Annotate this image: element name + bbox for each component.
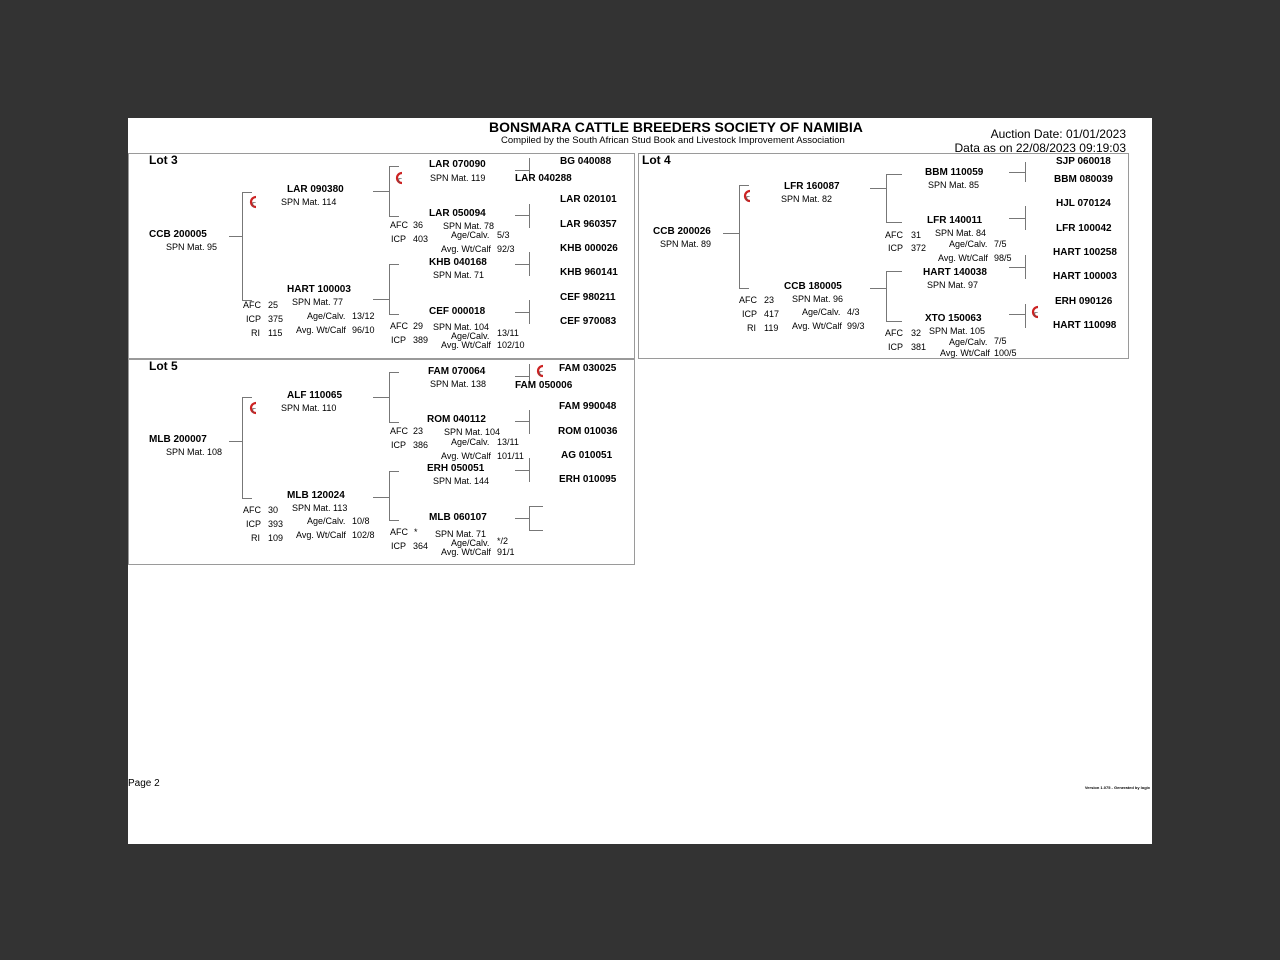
gen4-item: HJL 070124 [1056, 198, 1111, 209]
sire-sire-id: FAM 070064 [428, 366, 486, 377]
age-calv-value: 7/5 [994, 336, 1007, 346]
avg-wt-label: Avg. Wt/Calf [441, 547, 491, 557]
gen4-item: ROM 010036 [558, 426, 618, 437]
sire-sire-id: BBM 110059 [925, 167, 984, 178]
afc-label: AFC [390, 220, 408, 230]
dam-sire-spn: SPN Mat. 97 [927, 280, 979, 290]
animal-id: CCB 200005 [149, 229, 207, 240]
afc-value: 31 [911, 230, 922, 240]
svg-text:Γ: Γ [252, 408, 256, 415]
breeder-logo-icon [1027, 304, 1043, 320]
avg-wt-label: Avg. Wt/Calf [441, 340, 491, 350]
dam-sire-id: ERH 050051 [427, 463, 485, 474]
ri-label: RI [251, 533, 260, 543]
age-calv-label: Age/Calv. [451, 437, 490, 447]
age-calv-label: Age/Calv. [949, 337, 988, 347]
dam-dam-spn: SPN Mat. 104 [433, 322, 490, 332]
report-subtitle: Compiled by the South African Stud Book and Livestock Improvement Association [501, 135, 845, 146]
avg-wt-label: Avg. Wt/Calf [296, 325, 346, 335]
dam-dam-id: CEF 000018 [429, 306, 486, 317]
icp-label: ICP [246, 519, 262, 529]
lot-title: Lot 3 [149, 153, 178, 167]
animal-spn: SPN Mat. 108 [166, 447, 223, 457]
svg-text:Γ: Γ [252, 202, 256, 209]
dam-sire-spn: SPN Mat. 144 [433, 476, 490, 486]
icp-value: 386 [413, 440, 429, 450]
sire-dam-id: LFR 140011 [927, 215, 983, 226]
age-calv-value: 13/11 [497, 328, 519, 338]
breeder-logo-icon [739, 188, 755, 204]
gen4-item: LFR 100042 [1056, 223, 1112, 234]
afc-value: * [414, 527, 418, 537]
sire-dam-spn: SPN Mat. 104 [444, 427, 501, 437]
avg-wt-label: Avg. Wt/Calf [940, 348, 990, 358]
icp-value: 372 [911, 243, 927, 253]
dam-sire-id: HART 140038 [923, 267, 987, 278]
dam-spn: SPN Mat. 77 [292, 297, 344, 307]
sire-dam-spn: SPN Mat. 78 [443, 221, 495, 231]
avg-wt-value: 91/1 [497, 547, 515, 557]
afc-label: AFC [390, 321, 408, 331]
gen4-item: HART 100003 [1053, 271, 1117, 282]
avg-wt-label: Avg. Wt/Calf [792, 321, 842, 331]
avg-wt-value: 102/8 [352, 530, 375, 540]
page-number: Page 2 [128, 778, 160, 789]
data-as-on: Data as on 22/08/2023 09:19:03 [954, 141, 1126, 155]
age-calv-label: Age/Calv. [802, 307, 841, 317]
sire-id: LAR 090380 [287, 184, 344, 195]
icp-label: ICP [391, 335, 407, 345]
breeder-logo-icon [245, 194, 261, 210]
avg-wt-value: 100/5 [994, 348, 1017, 358]
age-calv-value: 4/3 [847, 307, 860, 317]
avg-wt-label: Avg. Wt/Calf [296, 530, 346, 540]
gen4-item: KHB 960141 [560, 267, 618, 278]
breeder-logo-icon [532, 363, 548, 379]
sire-spn: SPN Mat. 114 [281, 197, 337, 207]
age-calv-value: 13/11 [497, 437, 519, 447]
animal-spn: SPN Mat. 95 [166, 242, 218, 252]
icp-label: ICP [888, 243, 904, 253]
dam-id: HART 100003 [287, 284, 351, 295]
gen4-item: LAR 960357 [560, 219, 617, 230]
age-calv-value: 10/8 [352, 516, 370, 526]
svg-text:Γ: Γ [398, 178, 402, 185]
avg-wt-value: 99/3 [847, 321, 865, 331]
sire-sire-spn: SPN Mat. 138 [430, 379, 487, 389]
icp-label: ICP [742, 309, 758, 319]
breeder-logo-icon [391, 170, 407, 186]
icp-value: 381 [911, 342, 927, 352]
icp-value: 403 [413, 234, 429, 244]
sire-dam-id: ROM 040112 [427, 414, 486, 425]
gen4-item: FAM 050006 [515, 380, 573, 391]
age-calv-label: Age/Calv. [307, 311, 346, 321]
version-note: Version 1.075 - Generated by logix [1084, 785, 1150, 790]
age-calv-label: Age/Calv. [451, 538, 490, 548]
animal-id: CCB 200026 [653, 226, 711, 237]
dam-dam-spn: SPN Mat. 105 [929, 326, 986, 336]
avg-wt-value: 92/3 [497, 244, 515, 254]
dam-dam-id: XTO 150063 [925, 313, 982, 324]
avg-wt-label: Avg. Wt/Calf [441, 451, 491, 461]
afc-label: AFC [390, 426, 408, 436]
gen4-item: KHB 000026 [560, 243, 618, 254]
age-calv-label: Age/Calv. [949, 239, 988, 249]
animal-spn: SPN Mat. 89 [660, 239, 712, 249]
icp-value: 393 [268, 519, 284, 529]
icp-value: 417 [764, 309, 780, 319]
dam-dam-id: MLB 060107 [429, 512, 487, 523]
gen4-item: AG 010051 [561, 450, 613, 461]
lot-5-panel [128, 359, 635, 565]
svg-text:Γ: Γ [539, 371, 543, 378]
report-page [128, 118, 1152, 844]
icp-value: 375 [268, 314, 284, 324]
sire-sire-spn: SPN Mat. 119 [430, 173, 486, 183]
dam-spn: SPN Mat. 96 [792, 294, 844, 304]
sire-dam-id: LAR 050094 [429, 208, 486, 219]
sire-id: ALF 110065 [287, 390, 343, 401]
icp-label: ICP [391, 541, 407, 551]
avg-wt-value: 101/11 [497, 451, 524, 461]
dam-sire-id: KHB 040168 [429, 257, 487, 268]
icp-value: 389 [413, 335, 429, 345]
gen4-item: HART 100258 [1053, 247, 1117, 258]
sire-id: LFR 160087 [784, 181, 840, 192]
gen4-item: BBM 080039 [1054, 174, 1113, 185]
afc-value: 23 [764, 295, 775, 305]
afc-value: 23 [413, 426, 424, 436]
sire-sire-id: LAR 070090 [429, 159, 486, 170]
gen4-item: ERH 010095 [559, 474, 617, 485]
ri-label: RI [251, 328, 260, 338]
gen4-item: FAM 990048 [559, 401, 617, 412]
svg-text:Γ: Γ [746, 196, 750, 203]
avg-wt-label: Avg. Wt/Calf [938, 253, 988, 263]
lot-title: Lot 5 [149, 359, 178, 373]
breeder-logo-icon [245, 400, 261, 416]
ri-value: 119 [764, 323, 779, 333]
sire-dam-spn: SPN Mat. 84 [935, 228, 987, 238]
age-calv-value: 5/3 [497, 230, 510, 240]
avg-wt-value: 102/10 [497, 340, 525, 350]
dam-id: MLB 120024 [287, 490, 345, 501]
age-calv-value: 7/5 [994, 239, 1007, 249]
dam-id: CCB 180005 [784, 281, 842, 292]
icp-value: 364 [413, 541, 429, 551]
afc-value: 30 [268, 505, 279, 515]
avg-wt-value: 98/5 [994, 253, 1012, 263]
afc-label: AFC [390, 527, 408, 537]
age-calv-label: Age/Calv. [451, 331, 490, 341]
animal-id: MLB 200007 [149, 434, 207, 445]
afc-label: AFC [739, 295, 757, 305]
afc-label: AFC [885, 328, 903, 338]
auction-date: Auction Date: 01/01/2023 [990, 127, 1126, 141]
gen4-item: CEF 970083 [560, 316, 617, 327]
sire-spn: SPN Mat. 82 [781, 194, 833, 204]
icp-label: ICP [391, 440, 407, 450]
gen4-item: BG 040088 [560, 156, 612, 167]
lot-title: Lot 4 [642, 153, 671, 167]
dam-sire-spn: SPN Mat. 71 [433, 270, 485, 280]
gen4-item: SJP 060018 [1056, 156, 1111, 167]
afc-value: 25 [268, 300, 279, 310]
sire-spn: SPN Mat. 110 [281, 403, 337, 413]
afc-value: 32 [911, 328, 922, 338]
age-calv-value: 13/12 [352, 311, 375, 321]
gen4-item: HART 110098 [1053, 320, 1117, 331]
gen4-item: FAM 030025 [559, 363, 617, 374]
age-calv-label: Age/Calv. [307, 516, 346, 526]
gen4-item: CEF 980211 [560, 292, 616, 303]
avg-wt-value: 96/10 [352, 325, 375, 335]
avg-wt-label: Avg. Wt/Calf [441, 244, 491, 254]
lot-4-panel [638, 153, 1129, 359]
sire-sire-spn: SPN Mat. 85 [928, 180, 980, 190]
age-calv-label: Age/Calv. [451, 230, 490, 240]
icp-label: ICP [246, 314, 262, 324]
dam-spn: SPN Mat. 113 [292, 503, 348, 513]
age-calv-value: */2 [497, 536, 509, 546]
gen4-item: LAR 020101 [560, 194, 617, 205]
afc-label: AFC [243, 300, 261, 310]
afc-value: 36 [413, 220, 424, 230]
gen4-item: ERH 090126 [1055, 296, 1113, 307]
icp-label: ICP [888, 342, 904, 352]
ri-label: RI [747, 323, 756, 333]
ri-value: 109 [268, 533, 284, 543]
afc-label: AFC [243, 505, 261, 515]
lot-3-panel [128, 153, 635, 359]
svg-text:Γ: Γ [1034, 312, 1038, 319]
icp-label: ICP [391, 234, 407, 244]
afc-label: AFC [885, 230, 903, 240]
ri-value: 115 [268, 328, 283, 338]
gen4-item: LAR 040288 [515, 173, 572, 184]
afc-value: 29 [413, 321, 424, 331]
dam-dam-spn: SPN Mat. 71 [435, 529, 487, 539]
report-title: BONSMARA CATTLE BREEDERS SOCIETY OF NAMIBIA [489, 119, 863, 135]
